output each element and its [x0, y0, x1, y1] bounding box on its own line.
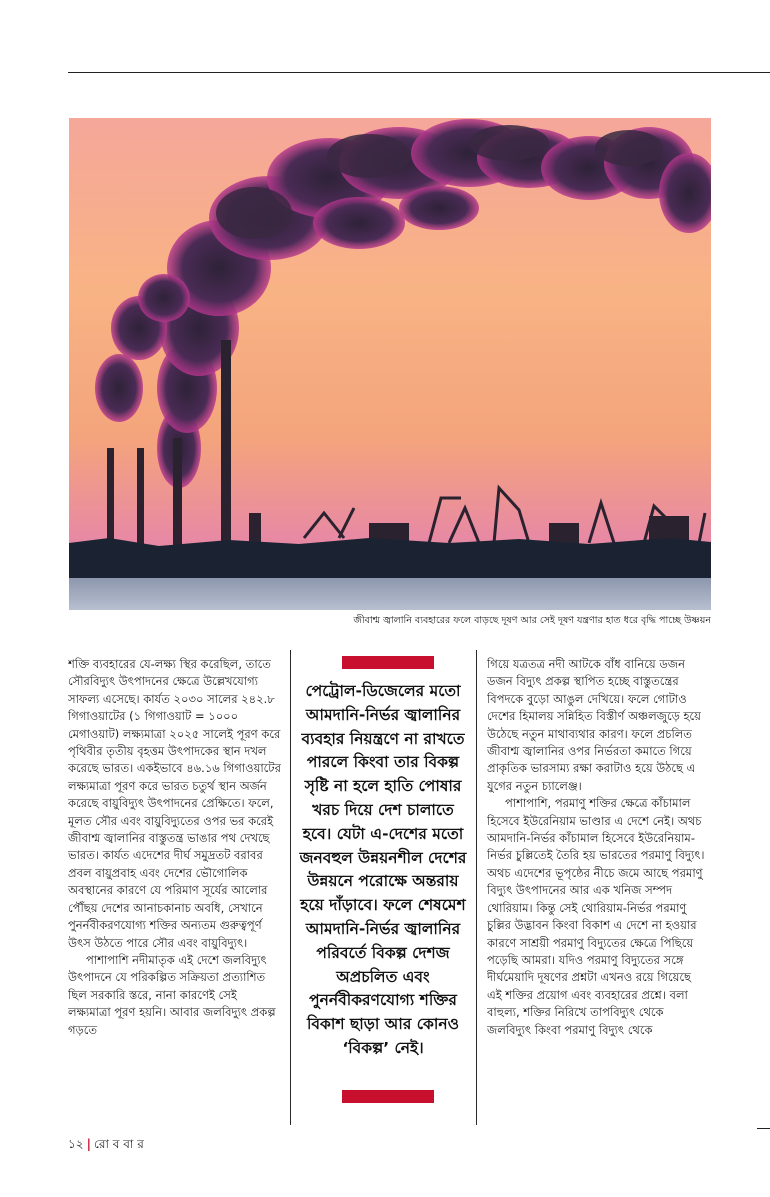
pull-quote-accent-bar: [342, 1090, 434, 1103]
photo-caption: জীবাশ্ম জ্বালানি ব্যবহারের ফলে বাড়ছে দূষণ আর সেই দূষণ যন্ত্রণার হাত ধরে বৃদ্ধি পাচ্ছে উষ্ণয়ন: [353, 615, 711, 626]
article-paragraph: গিয়ে যত্রতত্র নদী আটকে বাঁধ বানিয়ে ডজন ডজন বিদ্যুৎ প্রকল্প স্থাপিত হচ্ছে বাস্তুতন্ত্রের বিপদকে বুড়ো আঙুল দেখিয়ে। ফলে গোটাও দেশের হিমালয় সন্নিহিত বিস্তীর্ণ অঞ্চলজুড়ে হয়ে উঠেছে নতুন মাথাব্যথার কারণ। ফলে প্রচলিত জীবাশ্ম জ্বালানির ওপর নির্ভরতা কমাতে গিয়ে প্রাকৃতিক ভারসাম্য রক্ষা করাটাও হয়ে উঠছে এ যুগের নতুন চ্যালেঞ্জ।: [487, 657, 701, 793]
article-paragraph: শক্তি ব্যবহারের যে-লক্ষ্য স্থির করেছিল, তাতে সৌরবিদ্যুৎ উৎপাদনের ক্ষেত্রে উল্লেখযোগ্য সাফল্য এসেছে। কার্যত ২০৩০ সালের ২৪২.৮ গিগাওয়াটের (১ গিগাওয়াট = ১০০০ মেগাওয়াট) লক্ষ্যমাত্রা ২০২৫ সালেই পূরণ করে পৃথিবীর তৃতীয় বৃহত্তম উৎপাদকের স্থান দখল করেছে ভারত। একইভাবে ৪৬.১৬ গিগাওয়াটের লক্ষ্যমাত্রা পূরণ করে ভারত চতুর্থ স্থান অর্জন করেছে বায়ুবিদ্যুৎ উৎপাদনের প্রেক্ষিতে। ফলে, মূলত সৌর এবং বায়ুবিদ্যুতের ওপর ভর করেই জীবাশ্ম জ্বালানির বাস্তুতন্ত্র ভাঙার পথ দেখছে ভারত। কার্যত এদেশের দীর্ঘ সমুদ্রতট বরাবর প্রবল বায়ুপ্রবাহ এবং দেশের ভৌগোলিক অবস্থানের কারণে যে পরিমাণ সূর্যের আলোর পৌঁছয় দেশের আনাচকানাচ অবধি, সেখানে পুনর্নবীকরণযোগ্য শক্তির অন্যতম গুরুত্বপূর্ণ উৎস উঠতে পারে সৌর এবং বায়ুবিদ্যুৎ।: [68, 657, 281, 950]
article-paragraph: পাশাপাশি নদীমাতৃক এই দেশে জলবিদ্যুৎ উৎপাদনে যে পরিকল্পিত সক্রিয়তা প্রত্যাশিত ছিল সরকারি স্তরে, নানা কারণেই সেই লক্ষ্যমাত্রা পূরণ হয়নি। আবার জলবিদ্যুৎ প্রকল্প গড়তে: [68, 952, 276, 1037]
page-number: ১২: [68, 1137, 84, 1151]
magazine-name: রো ব বা র: [93, 1137, 144, 1151]
column-divider: [476, 650, 477, 1125]
footer-separator: |: [86, 1137, 91, 1151]
page-footer: [68, 1136, 144, 1156]
pull-quote-text: পেট্রোল-ডিজেলের মতো আমদানি-নির্ভর জ্বালানির ব্যবহার নিয়ন্ত্রণে না রাখতে পারলে কিংবা তার বিকল্প সৃষ্টি না হলে হাতি পোষার খরচ দিয়ে দেশ চালাতে হবে। যেটা এ-দেশের মতো জনবহুল উন্নয়নশীল দেশের উন্নয়নে পরোক্ষে অন্তরায় হয়ে দাঁড়াবে। ফলে শেষমেশ আমদানি-নির্ভর জ্বালানির পরিবর্তে বিকল্প দেশজ অপ্রচলিত এবং পুনর্নবীকরণযোগ্য শক্তির বিকাশ ছাড়া আর কোনও ‘বিকল্প’ নেই।: [299, 682, 467, 1057]
pull-quote-accent-bar: [342, 656, 434, 669]
column-divider: [290, 650, 291, 1125]
article-column-right: [487, 656, 709, 1116]
industrial-smoke-photo: [69, 118, 711, 610]
footer-rule: [757, 1128, 770, 1129]
article-column-left: [68, 656, 281, 1116]
article-paragraph: পাশাপাশি, পরমাণু শক্তির ক্ষেত্রে কাঁচামাল হিসেবে ইউরেনিয়াম ভাণ্ডার এ দেশে নেই। অথচ আমদানি-নির্ভর কাঁচামাল হিসেবে ইউরেনিয়াম-নির্ভর চুল্লিতেই তৈরি হয় ভারতের পরমাণু বিদ্যুৎ। অথচ এদেশের ভূপৃষ্ঠের নীচে জমে আছে পরমাণু বিদ্যুৎ উৎপাদনের আর এক খনিজ সম্পদ থোরিয়াম। কিন্তু সেই থোরিয়াম-নির্ভর পরমাণু চুল্লির উদ্ভাবন কিংবা বিকাশ এ দেশে না হওয়ার কারণে সাশ্রয়ী পরমাণু বিদ্যুতের ক্ষেত্রে পিছিয়ে পড়েছি আমরা। যদিও পরমাণু বিদ্যুতের সঙ্গে দীর্ঘমেয়াদি দূষণের প্রশ্নটা এখনও রয়ে গিয়েছে এই শক্তির প্রয়োগ এবং ব্যবহারের প্রশ্নে। বলা বাহুল্য, শক্তির নিরিখে তাপবিদ্যুৎ থেকে জলবিদ্যুৎ কিংবা পরমাণু বিদ্যুৎ থেকে: [487, 796, 705, 1037]
header-rule: [68, 72, 770, 73]
pull-quote: [297, 680, 469, 1080]
